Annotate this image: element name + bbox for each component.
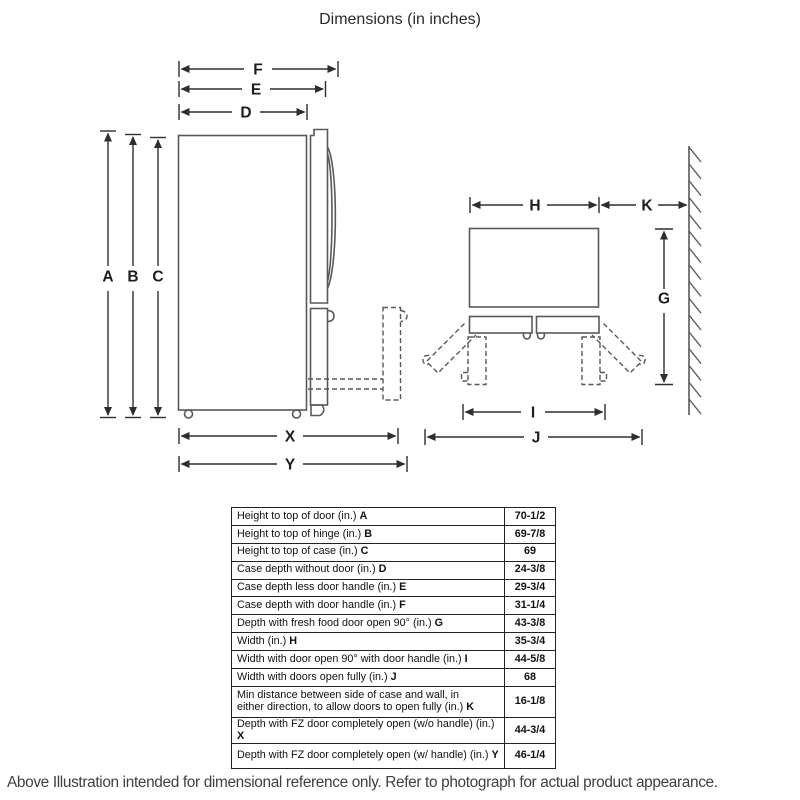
dimension-label: Depth with fresh food door open 90° (in.) G	[232, 615, 505, 633]
dim-label-i: I	[530, 404, 536, 422]
dimension-value: 46-1/4	[505, 744, 556, 769]
dimension-label: Case depth without door (in.) D	[232, 561, 505, 579]
wall-hatching	[689, 146, 702, 415]
dimension-label: Width (in.) H	[232, 633, 505, 651]
dim-Y	[179, 456, 407, 474]
dimension-value: 31-1/4	[505, 597, 556, 615]
table-row	[232, 561, 556, 579]
table-row	[232, 508, 556, 526]
dim-A	[100, 131, 116, 418]
dim-G	[655, 229, 673, 385]
dim-label-d: D	[240, 104, 252, 122]
table-row	[232, 579, 556, 597]
dim-label-g: G	[657, 290, 671, 308]
dim-label-b: B	[127, 268, 139, 286]
dimensions-table	[231, 507, 556, 769]
dimension-label: Min distance between side of case and wall, in either direction, to allow doors to open fully (in.) K	[232, 686, 505, 717]
page-title: Dimensions (in inches)	[319, 11, 481, 28]
dimension-label: Depth with FZ door completely open (w/ handle) (in.) Y	[232, 744, 505, 769]
table-row	[232, 651, 556, 669]
dimension-value: 43-3/8	[505, 615, 556, 633]
dimension-label: Case depth with door handle (in.) F	[232, 597, 505, 615]
refrigerator-side-view	[100, 61, 407, 474]
table-row	[232, 543, 556, 561]
footer-disclaimer: Above Illustration intended for dimensional reference only. Refer to photograph for actual product appearance.	[7, 774, 718, 791]
dimension-value: 68	[505, 669, 556, 687]
dimension-label: Width with doors open fully (in.) J	[232, 669, 505, 687]
table-row	[232, 597, 556, 615]
dimension-value: 70-1/2	[505, 508, 556, 526]
dim-label-j: J	[531, 429, 541, 447]
dimension-label: Height to top of hinge (in.) B	[232, 525, 505, 543]
dimension-value: 24-3/8	[505, 561, 556, 579]
dimension-value: 69	[505, 543, 556, 561]
dim-label-f: F	[253, 61, 263, 79]
dim-K	[602, 198, 687, 215]
dimension-value: 16-1/8	[505, 686, 556, 717]
dim-C	[150, 138, 166, 418]
dimension-value: 29-3/4	[505, 579, 556, 597]
dimension-label: Case depth less door handle (in.) E	[232, 579, 505, 597]
dimension-value: 35-3/4	[505, 633, 556, 651]
table-row	[232, 686, 556, 717]
dim-label-k: K	[641, 197, 653, 215]
dim-label-y: Y	[284, 456, 296, 474]
dim-label-c: C	[152, 268, 164, 286]
table-row	[232, 633, 556, 651]
dimensions-table-body	[232, 508, 556, 769]
table-row	[232, 744, 556, 769]
dim-label-h: H	[529, 197, 541, 215]
table-row	[232, 717, 556, 743]
dim-label-x: X	[284, 428, 296, 446]
dimension-value: 44-3/4	[505, 717, 556, 743]
dim-I	[463, 404, 605, 422]
dimension-label: Depth with FZ door completely open (w/o handle) (in.) X	[232, 717, 505, 743]
dim-D	[179, 104, 307, 122]
dimension-label: Height to top of door (in.) A	[232, 508, 505, 526]
dimension-value: 44-5/8	[505, 651, 556, 669]
dim-label-a: A	[102, 268, 114, 286]
fresh-food-door	[311, 130, 328, 304]
table-row	[232, 615, 556, 633]
dim-H	[470, 197, 599, 215]
freezer-drawer	[311, 309, 328, 406]
dim-label-e: E	[250, 81, 262, 99]
refrigerator-top-view	[423, 146, 702, 447]
dim-X	[179, 428, 398, 446]
dim-J	[425, 429, 642, 447]
dimension-label: Width with door open 90° with door handle (in.) I	[232, 651, 505, 669]
dim-B	[125, 135, 141, 418]
fridge-case-outline	[179, 130, 336, 419]
doors-open-dashed	[423, 324, 645, 385]
dimension-value: 69-7/8	[505, 525, 556, 543]
dim-E	[179, 81, 326, 99]
table-row	[232, 669, 556, 687]
dimension-label: Height to top of case (in.) C	[232, 543, 505, 561]
wall	[689, 146, 702, 415]
table-row	[232, 525, 556, 543]
freezer-drawer-open-dashed	[308, 308, 407, 401]
dim-F	[179, 61, 338, 79]
top-view-case	[470, 229, 600, 339]
